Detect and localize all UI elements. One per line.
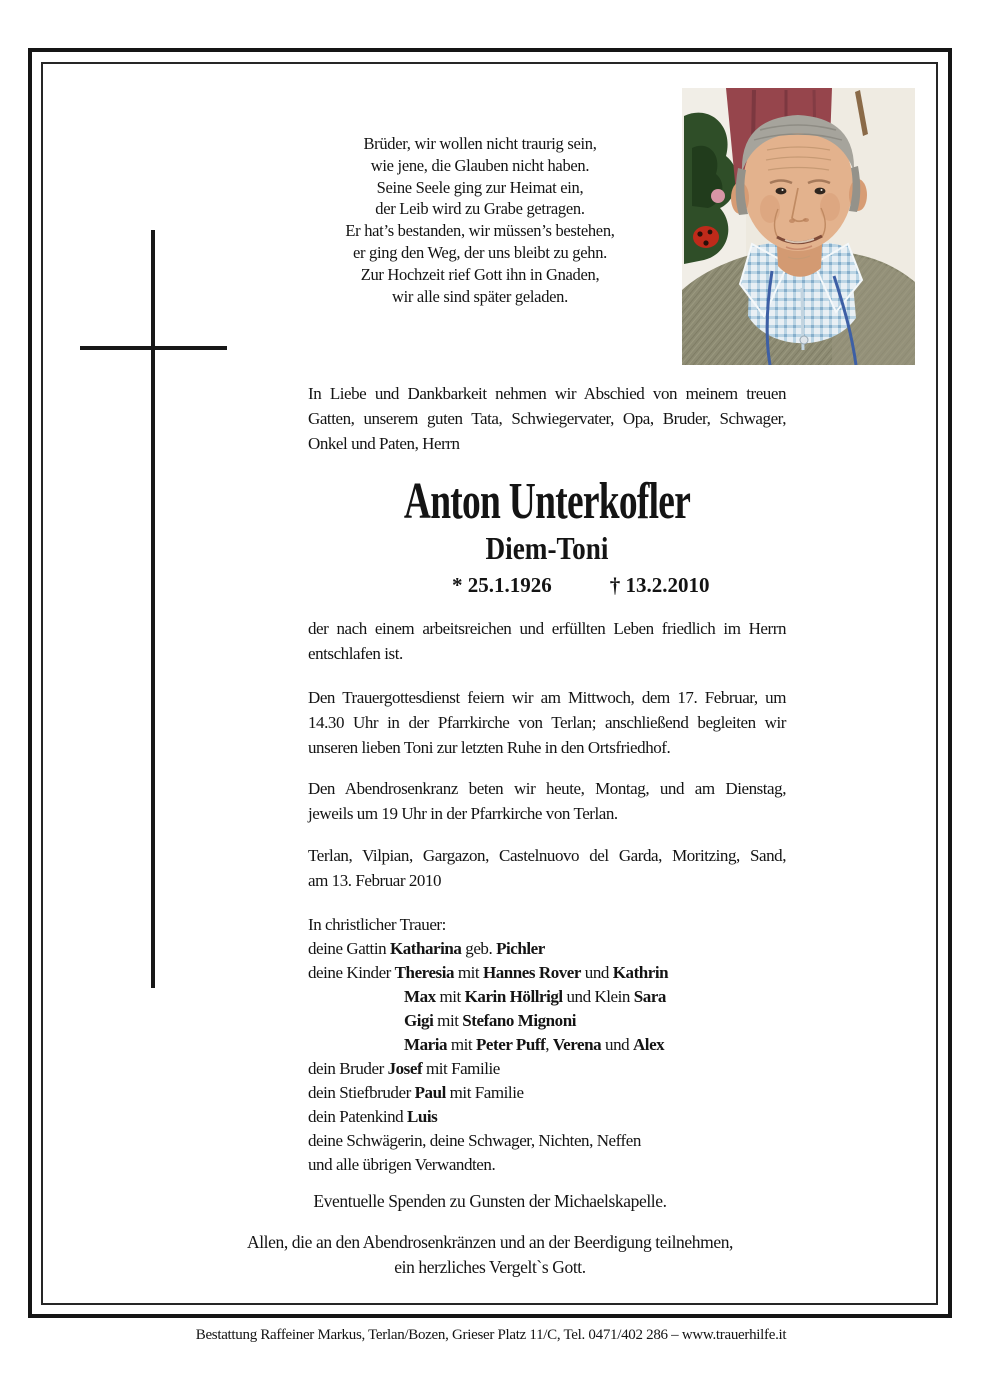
- mourner-line: [308, 1009, 786, 1033]
- text-segment: deine Schwägerin, deine Schwager, Nichten, Neffen: [308, 1131, 641, 1150]
- cross-horizontal-bar: [80, 346, 227, 350]
- text-segment: und: [580, 963, 613, 982]
- text-line: er ging den Weg, der uns bleibt zu gehn.: [353, 242, 607, 262]
- text-segment: Hannes Rover: [482, 963, 581, 982]
- thanks-note: [28, 1230, 952, 1279]
- text-line: Gatten, unserem guten Tata, Schwiegervater, Opa, Bruder, Schwager,: [308, 409, 786, 428]
- paragraph-passing: [308, 616, 786, 666]
- text-segment: dein Bruder: [308, 1059, 388, 1078]
- text-segment: geb.: [461, 939, 497, 958]
- text-line: der nach einem arbeitsreichen und erfüllten Leben friedlich im Herrn: [308, 619, 786, 638]
- text-line: Den Abendrosenkranz beten wir heute, Montag, und am Dienstag,: [308, 779, 786, 798]
- memorial-poem: [290, 133, 670, 307]
- text-segment: Paul: [414, 1083, 446, 1102]
- text-line: unseren lieben Toni zur letzten Ruhe in den Ortsfriedhof.: [308, 738, 671, 757]
- text-segment: deine Kinder: [308, 963, 395, 982]
- text-line: Allen, die an den Abendrosenkränzen und an der Beerdigung teilnehmen,: [246, 1232, 734, 1252]
- text-line: ein herzliches Vergelt`s Gott.: [394, 1256, 586, 1277]
- text-line: jeweils um 19 Uhr in der Pfarrkirche von Terlan.: [308, 804, 618, 823]
- text-segment: und: [601, 1035, 633, 1054]
- text-segment: dein Patenkind: [308, 1107, 408, 1126]
- text-segment: Karin Höllrigl: [464, 987, 563, 1006]
- text-line: entschlafen ist.: [308, 644, 403, 663]
- text-line: wie jene, die Glauben nicht haben.: [370, 155, 590, 175]
- text-segment: mit Familie: [422, 1059, 500, 1078]
- deceased-name: Anton Unterkofler: [403, 473, 691, 530]
- cross-vertical-bar: [151, 230, 155, 988]
- text-line: Brüder, wir wollen nicht traurig sein,: [363, 134, 597, 153]
- mourners-section: [308, 913, 786, 1177]
- mourner-line: [308, 1153, 786, 1177]
- text-segment: deine Gattin: [308, 939, 390, 958]
- text-segment: und Klein: [562, 987, 634, 1006]
- text-segment: und alle übrigen Verwandten.: [308, 1155, 496, 1174]
- text-segment: Theresia: [394, 963, 455, 982]
- text-line: Zur Hochzeit rief Gott ihn in Gnaden,: [360, 264, 600, 284]
- text-segment: dein Stiefbruder: [308, 1083, 415, 1102]
- donations-note: Eventuelle Spenden zu Gunsten der Michaelskapelle.: [313, 1191, 667, 1211]
- paragraph-places-date: [308, 843, 786, 893]
- mourner-line: [308, 985, 786, 1009]
- mourners-heading: In christlicher Trauer:: [308, 915, 446, 934]
- text-segment: Katharina: [389, 939, 462, 958]
- text-line: der Leib wird zu Grabe getragen.: [375, 199, 585, 219]
- text-line: Terlan, Vilpian, Gargazon, Castelnuovo del Garda, Moritzing, Sand,: [308, 846, 786, 865]
- text-line: Seine Seele ging zur Heimat ein,: [376, 177, 584, 197]
- text-line: Onkel und Paten, Herrn: [308, 434, 460, 453]
- text-line: am 13. Februar 2010: [308, 871, 442, 890]
- text-segment: mit Familie: [445, 1083, 524, 1102]
- text-line: 14.30 Uhr in der Pfarrkirche von Terlan; anschließend begleiten wir: [308, 713, 786, 732]
- text-segment: mit: [433, 1011, 463, 1030]
- text-line: In Liebe und Dankbarkeit nehmen wir Abschied von meinem treuen: [308, 384, 786, 403]
- text-segment: mit: [454, 963, 483, 982]
- portrait-illustration: [682, 88, 915, 365]
- mourner-line: [308, 1129, 786, 1153]
- life-dates: [452, 572, 710, 599]
- text-segment: Max: [404, 987, 436, 1006]
- portrait-photo: [682, 88, 915, 365]
- birth-date: * 25.1.1926: [452, 573, 552, 597]
- text-segment: Stefano Mignoni: [462, 1011, 576, 1030]
- paragraph-funeral-service: [308, 685, 786, 760]
- text-segment: Maria: [404, 1035, 448, 1054]
- text-segment: mit: [447, 1035, 476, 1054]
- text-segment: ,: [545, 1035, 553, 1054]
- funeral-home-footer: Bestattung Raffeiner Markus, Terlan/Bozen, Grieser Platz 11/C, Tel. 0471/402 286 – www.trauerhilfe.it: [195, 1327, 787, 1343]
- text-line: Er hat’s bestanden, wir müssen’s bestehen,: [345, 221, 615, 241]
- mourner-line: [308, 1081, 786, 1105]
- text-segment: Alex: [632, 1035, 665, 1054]
- text-segment: Pichler: [496, 939, 545, 958]
- text-segment: Sara: [633, 987, 666, 1006]
- death-date: † 13.2.2010: [609, 573, 710, 597]
- text-line: wir alle sind später geladen.: [392, 286, 568, 306]
- intro-paragraph: [308, 381, 786, 456]
- paragraph-rosary: [308, 776, 786, 826]
- mourner-line: [308, 1057, 786, 1081]
- text-segment: mit: [435, 987, 465, 1006]
- text-segment: Peter Puff: [476, 1035, 546, 1054]
- mourners-list: [308, 937, 786, 1177]
- mourner-line: [308, 961, 786, 985]
- mourner-line: [308, 1105, 786, 1129]
- text-line: Den Trauergottesdienst feiern wir am Mittwoch, dem 17. Februar, um: [308, 688, 786, 707]
- deceased-nickname: Diem-Toni: [485, 530, 609, 566]
- mourner-line: [308, 937, 786, 961]
- text-segment: Josef: [387, 1059, 423, 1078]
- text-segment: Kathrin: [612, 963, 669, 982]
- text-segment: Verena: [552, 1035, 602, 1054]
- mourner-line: [308, 1033, 786, 1057]
- text-segment: Gigi: [404, 1011, 434, 1030]
- text-segment: Luis: [407, 1107, 438, 1126]
